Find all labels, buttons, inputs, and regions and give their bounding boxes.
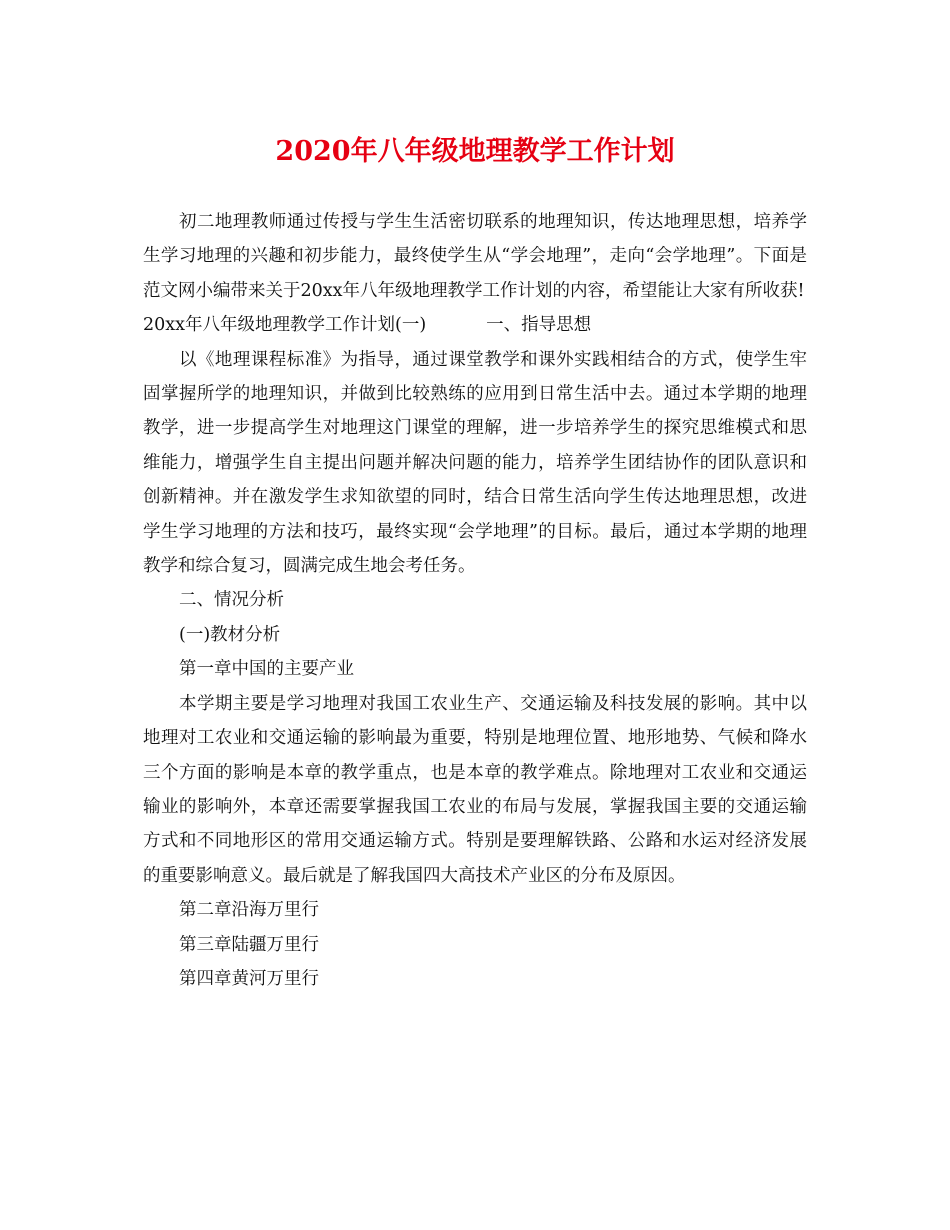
section-heading-line bbox=[143, 308, 807, 342]
textbook-heading: (一)教材分析 bbox=[179, 624, 281, 645]
intro-paragraph: 初二地理教师通过传授与学生生活密切联系的地理知识，传达地理思想，培养学生学习地理的兴趣和初步能力，最终使学生从“学会地理”，走向“会学地理”。下面是范文网小编带来关于20xx年八年级地理教学工作计划的内容，希望能让大家有所收获! bbox=[143, 212, 807, 301]
chapter4-heading: 第四章黄河万里行 bbox=[179, 968, 319, 989]
section-title: 20xx年八年级地理教学工作计划(一) bbox=[143, 315, 427, 336]
section-subtitle: 一、指导思想 bbox=[486, 315, 592, 336]
document-title: 2020年八年级地理教学工作计划 bbox=[275, 136, 675, 167]
chapter1-heading: 第一章中国的主要产业 bbox=[179, 659, 354, 680]
guiding-paragraph: 以《地理课程标准》为指导，通过课堂教学和课外实践相结合的方式，使学生牢固掌握所学的地理知识，并做到比较熟练的应用到日常生活中去。通过本学期的地理教学，进一步提高学生对地理这门课堂的理解，进一步培养学生的探究思维模式和思维能力，增强学生自主提出问题并解决问题的能力，培养学生团结协作的团队意识和创新精神。并在激发学生求知欲望的同时，结合日常生活向学生传达地理思想，改进学生学习地理的方法和技巧，最终实现“会学地理”的目标。最后，通过本学期的地理教学和综合复习，圆满完成生地会考任务。 bbox=[143, 349, 807, 577]
document-body bbox=[143, 205, 807, 996]
chapter2-heading: 第二章沿海万里行 bbox=[179, 900, 319, 921]
heading-gap bbox=[426, 308, 486, 342]
chapter3-heading: 第三章陆疆万里行 bbox=[179, 934, 319, 955]
chapter1-paragraph: 本学期主要是学习地理对我国工农业生产、交通运输及科技发展的影响。其中以地理对工农业和交通运输的影响最为重要，特别是地理位置、地形地势、气候和降水三个方面的影响是本章的教学重点，也是本章的教学难点。除地理对工农业和交通运输业的影响外，本章还需要掌握我国工农业的布局与发展，掌握我国主要的交通运输方式和不同地形区的常用交通运输方式。特别是要理解铁路、公路和水运对经济发展的重要影响意义。最后就是了解我国四大高技术产业区的分布及原因。 bbox=[143, 693, 807, 886]
analysis-heading: 二、情况分析 bbox=[179, 590, 284, 611]
